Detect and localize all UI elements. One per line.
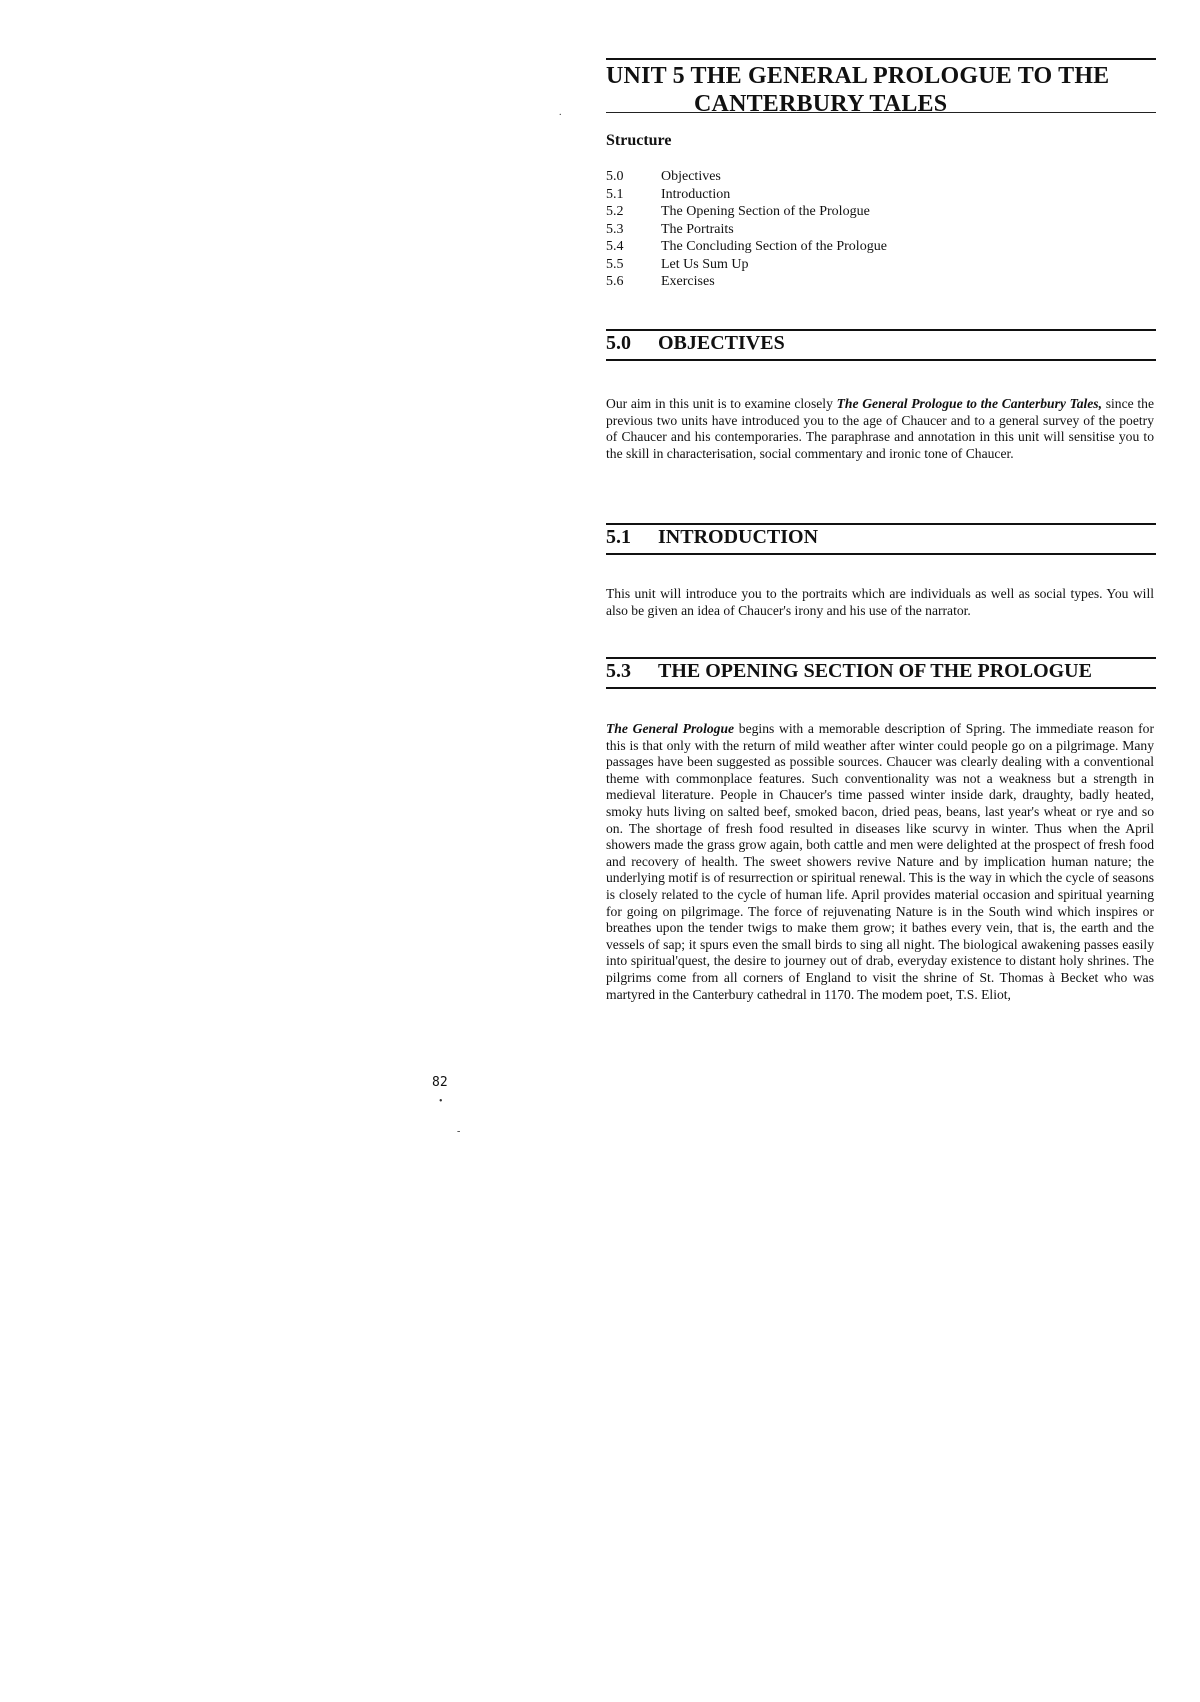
scan-speck: • (439, 1096, 443, 1107)
unit-title-heading (606, 62, 1156, 118)
structure-item: 5.2 The Opening Section of the Prologue (606, 204, 870, 219)
structure-item: 5.0 Objectives (606, 169, 721, 184)
objectives-text: Our aim in this unit is to examine closely The General Prologue to the Canterbury Tales, since the previous two units have introduced you to the age of Chaucer and to a general survey of the poetry of Chaucer and his contemporaries. The paraphrase and annotation in this unit will sensitise you to the skill in characterisation, social commentary and ironic tone of Chaucer. (606, 396, 1154, 461)
section-title: THE OPENING SECTION OF THE PROLOGUE (658, 660, 1092, 682)
structure-list (606, 168, 887, 291)
section-title: INTRODUCTION (658, 526, 819, 548)
section-number: 5.0 (606, 332, 631, 354)
title-underline (606, 112, 1156, 113)
structure-item: 5.5 Let Us Sum Up (606, 256, 749, 272)
structure-item: 5.4 The Concluding Section of the Prologue (606, 239, 887, 254)
structure-item: 5.1 Introduction (606, 186, 731, 202)
unit-title (606, 58, 1156, 118)
page-number: 82 (432, 1075, 448, 1090)
introduction-heading (606, 523, 1156, 555)
section-number: 5.3 (606, 660, 631, 682)
unit-title-line1: UNIT 5 THE GENERAL PROLOGUE TO THE (606, 63, 1110, 89)
opening-section-text: The General Prologue begins with a memorable description of Spring. The immediate reason for this is that only with the return of mild weather after winter could people go on a pilgrimage. Many passages have been suggested as possible sources. Chaucer was clearly dealing with a conventional theme with commonplace features. Such conventionality was not a weakness but a strength in medieval literature. People in Chaucer's time passed winter inside dark, draughty, badly heated, smoky huts living on salted beef, smoked bacon, dried peas, beans, last year's wheat or rye and so on. The shortage of fresh food resulted in diseases like scurvy in winter. Thus when the April showers made the grass grow again, both cattle and men were delighted at the prospect of fresh food and recovery of health. The sweet showers revive Nature and by implication human nature; the underlying motif is of resurrection or spiritual renewal. This is the way in which the cycle of seasons is closely related to the cycle of human life. April provides material occasion and spiritual yearning for going on pilgrimage. The force of rejuvenating Nature is in the South wind which inspires or breathes upon the tender twigs to make them grow; it bathes every vein, that is, the earth and the vessels of sap; it spurs even the small birds to sing all night. The biological awakening passes easily into spiritual'quest, the desire to journey out of drab, everyday existence to distant holy shrines. The pilgrims come from all corners of England to visit the shrine of St. Thomas à Becket who was martyred in the Canterbury cathedral in 1170. The modem poet, T.S. Eliot, (606, 721, 1154, 1002)
objectives-heading (606, 329, 1156, 361)
scan-speck: . (559, 107, 562, 118)
unit-title-line2: CANTERBURY TALES (694, 91, 948, 117)
section-number: 5.1 (606, 526, 631, 548)
structure-item: 5.3 The Portraits (606, 221, 734, 237)
introduction-text: This unit will introduce you to the portraits which are individuals as well as social types. You will also be given an idea of Chaucer's irony and his use of the narrator. (606, 586, 1154, 618)
opening-section-heading (606, 657, 1156, 689)
section-title: OBJECTIVES (658, 332, 785, 354)
work-title: The General Prologue (606, 721, 735, 736)
work-title: The General Prologue to the Canterbury Tales, (836, 396, 1102, 411)
scan-speck: - (457, 1126, 461, 1137)
structure-heading: Structure (606, 132, 672, 149)
structure-item: 5.6 Exercises (606, 274, 715, 289)
